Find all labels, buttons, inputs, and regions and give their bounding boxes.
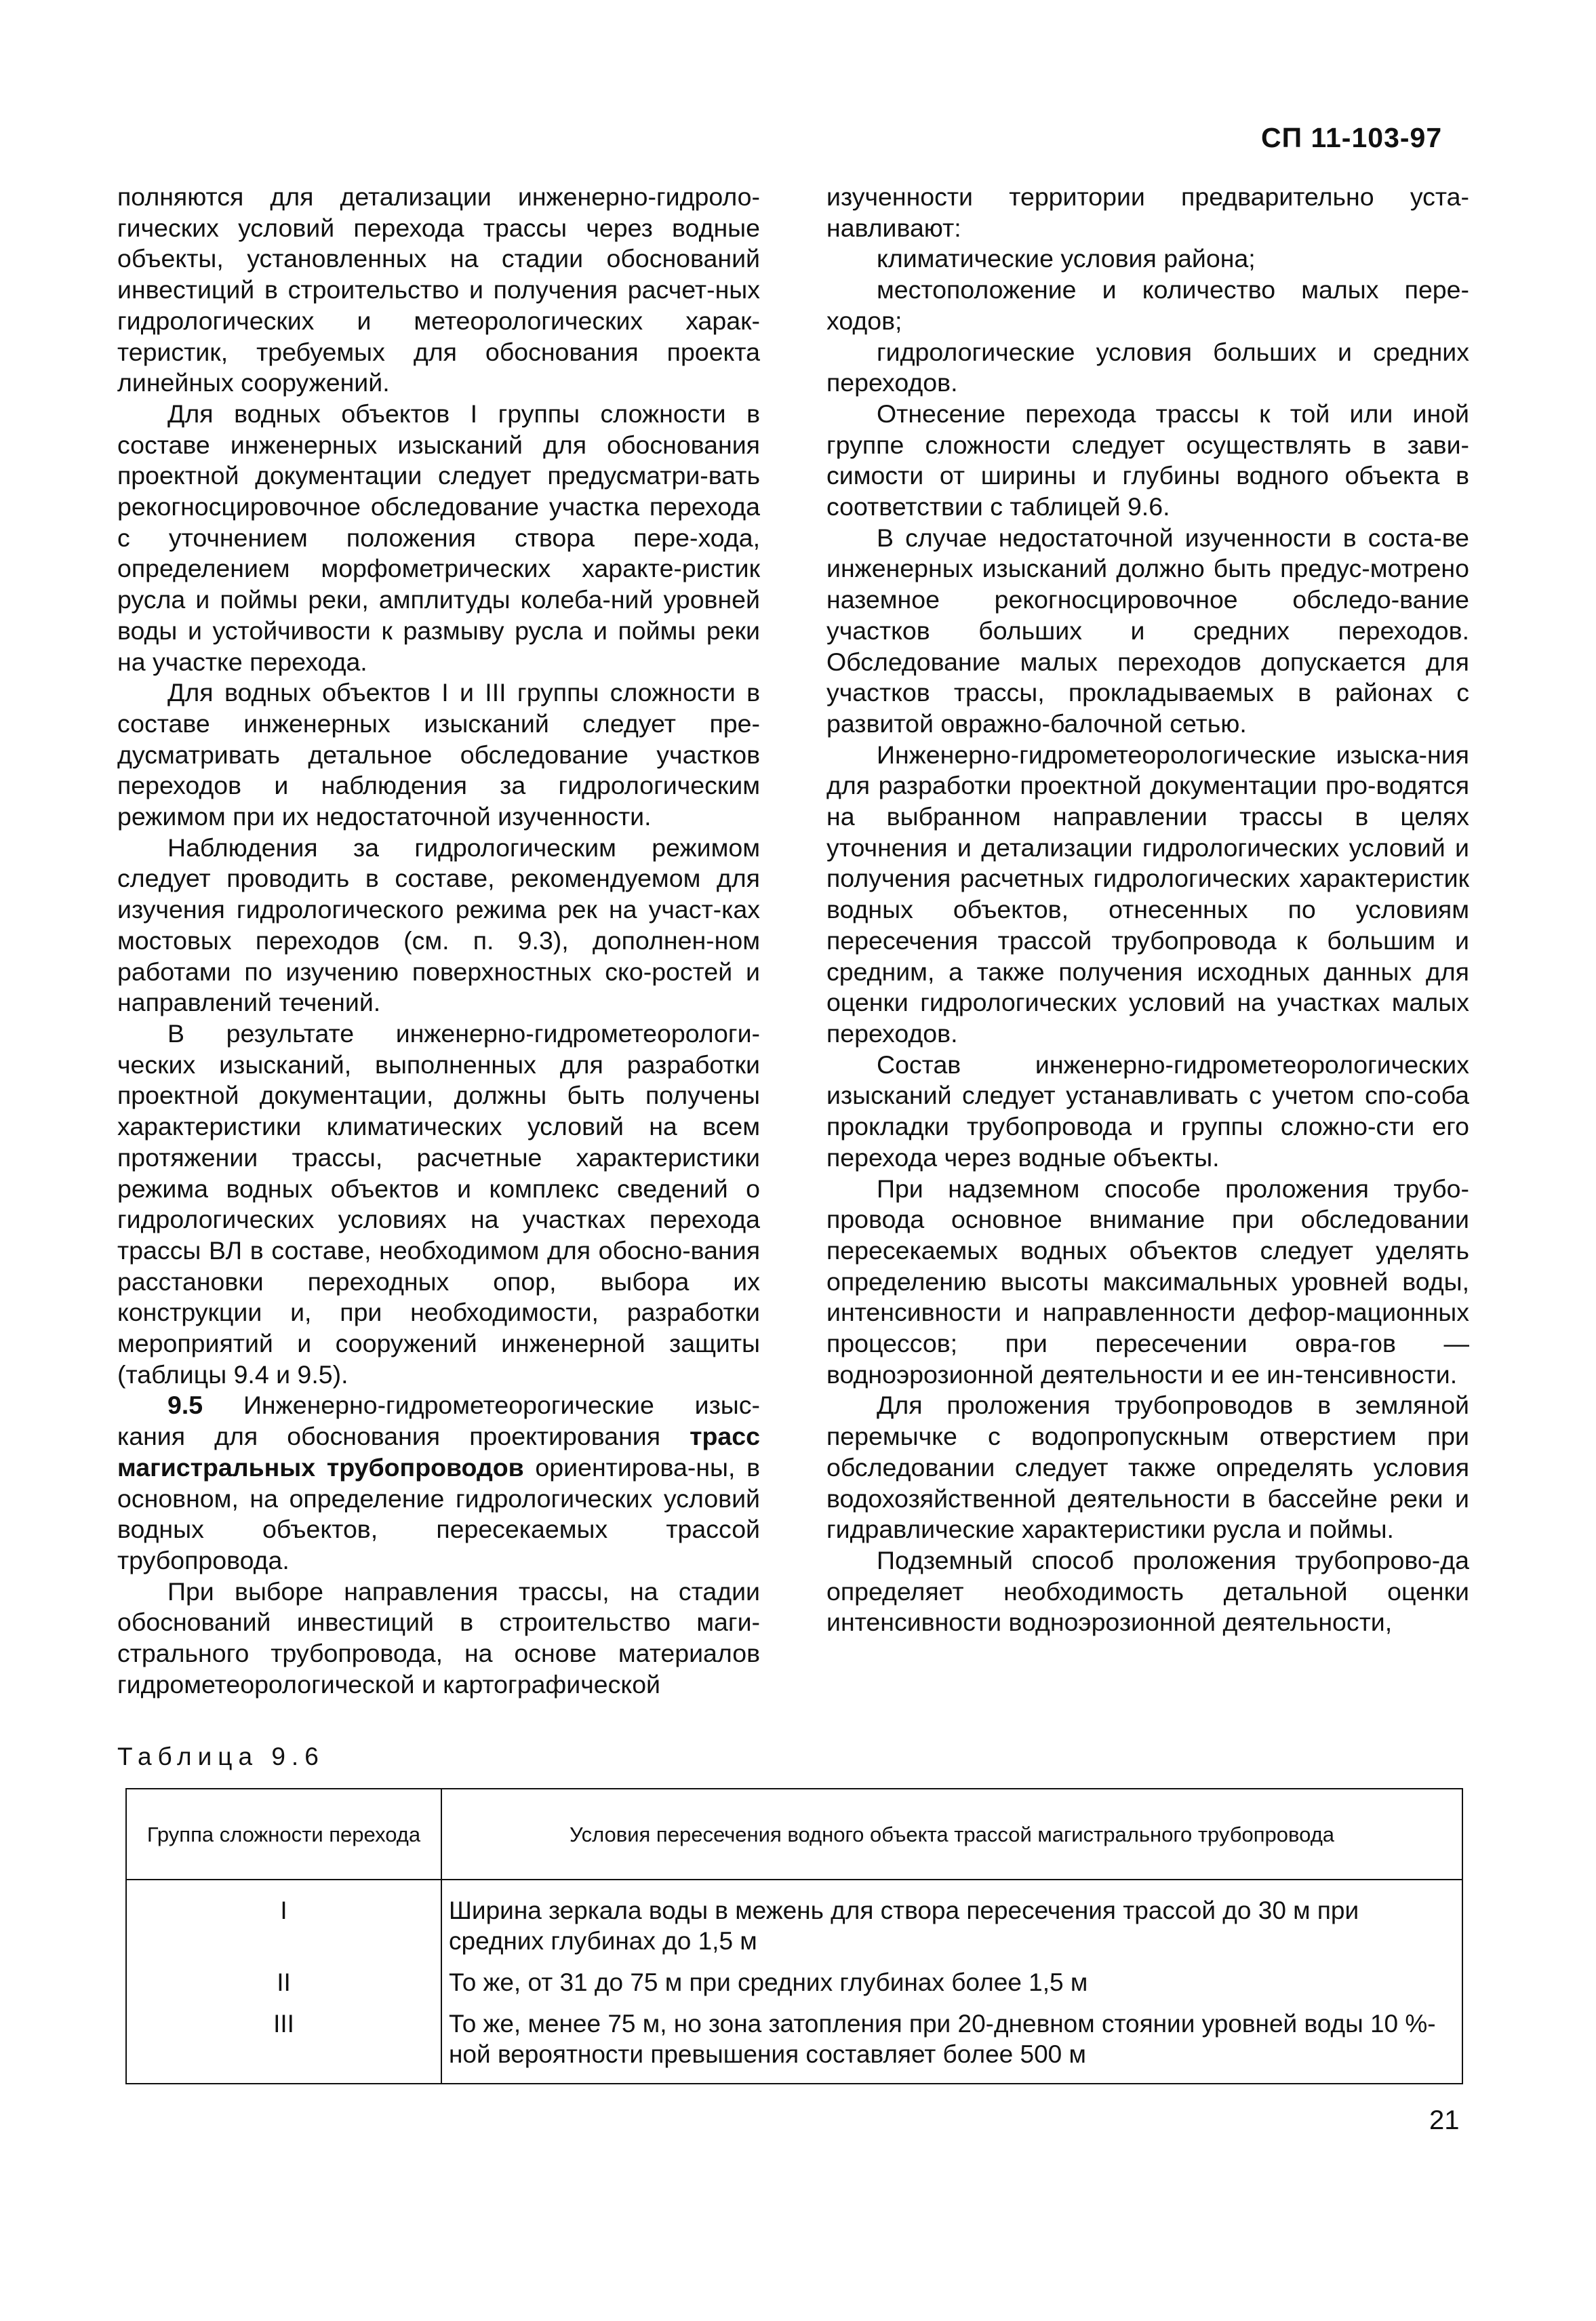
document-code: СП 11-103-97 — [1261, 122, 1443, 153]
table-cell-condition: То же, менее 75 м, но зона затопления при 20-дневном стоянии уровней воды 10 %-ной вероятности превышения составляет более 500 м — [441, 2003, 1462, 2084]
table-cell-group: III — [126, 2003, 441, 2084]
paragraph: Состав инженерно-гидрометеорологических изысканий следует устанавливать с учетом спо-соба прокладки трубопровода и группы сложно-сти его перехода через водные объекты. — [826, 1050, 1469, 1172]
table-cell-condition: Ширина зеркала воды в межень для створа пересечения трассой до 30 м при средних глубинах до 1,5 м — [441, 1880, 1462, 1962]
paragraph: Отнесение перехода трассы к той или иной группе сложности следует осуществлять в зави-симости от ширины и глубины водного объекта в соответствии с таблицей 9.6. — [826, 399, 1469, 521]
paragraph: В случае недостаточной изученности в соста-ве инженерных изысканий должно быть предус-мотрено наземное рекогносцировочное обследо-вание участков больших и средних переходов. Обследование малых переходов допускается для участков трассы, прокладываемых в районах с развитой овражно-балочной сетью. — [826, 523, 1469, 738]
left-column — [117, 182, 760, 1700]
paragraph-9-5 — [117, 1390, 760, 1576]
list-item: местоположение и количество малых пере-ходов; — [826, 275, 1469, 335]
table-header-row — [126, 1789, 1462, 1880]
paragraph: В результате инженерно-гидрометеорологи-ческих изысканий, выполненных для разработки проектной документации, должны быть получены характеристики климатических условий на всем протяжении трассы, расчетные характеристики режима водных объектов и комплекс сведений о гидрологических условиях на участках перехода трассы ВЛ в составе, необходимом для обосно-вания расстановки переходных опор, выбора их конструкции и, при необходимости, разработки мероприятий и сооружений инженерной защиты (таблицы 9.4 и 9.5). — [117, 1018, 760, 1389]
paragraph: полняются для детализации инженерно-гидроло-гических условий перехода трассы через водные объекты, установленных на стадии обоснований инвестиций в строительство и получения расчет-ных гидрологических и метеорологических харак-теристик, требуемых для обоснования проекта линейных сооружений. — [117, 182, 760, 397]
table-row — [126, 1962, 1462, 2003]
table-cell-group: I — [126, 1880, 441, 1962]
bold-term: трасс магистральных трубопроводов — [117, 1422, 760, 1482]
table-header-cell: Условия пересечения водного объекта трассой магистрального трубопровода — [441, 1789, 1462, 1880]
complexity-table — [125, 1788, 1463, 2084]
table-caption: Таблица 9.6 — [117, 1743, 325, 1770]
table-row — [126, 1880, 1462, 1962]
table-cell-condition: То же, от 31 до 75 м при средних глубинах более 1,5 м — [441, 1962, 1462, 2003]
paragraph: Наблюдения за гидрологическим режимом следует проводить в составе, рекомендуемом для изучения гидрологического режима рек на участ-ках мостовых переходов (см. п. 9.3), дополнен-ном работами по изучению поверхностных ско-ростей и направлений течений. — [117, 833, 760, 1017]
right-column — [826, 182, 1469, 1638]
paragraph: Для проложения трубопроводов в земляной перемычке с водопропускным отверстием при обследовании следует также определять условия водохозяйственной деятельности в бассейне реки и гидравлические характеристики русла и поймы. — [826, 1391, 1469, 1544]
paragraph: изученности территории предварительно уста-навливают: — [826, 182, 1469, 242]
section-number: 9.5 — [167, 1391, 203, 1420]
paragraph: Для водных объектов I группы сложности в составе инженерных изысканий для обоснования проектной документации следует предусматри-вать рекогносцировочное обследование участка перехода с уточнением положения створа пере-хода, определением морфометрических характе-ристик русла и поймы реки, амплитуды колеба-ний уровней воды и устойчивости к размыву русла и поймы реки на участке перехода. — [117, 399, 760, 676]
paragraph: При надземном способе проложения трубо-провода основное внимание при обследовании пересекаемых водных объектов следует уделять определению высоты максимальных уровней воды, интенсивности и направленности дефор-мационных процессов; при пересечении овра-гов — водноэрозионной деятельности и ее ин-тенсивности. — [826, 1174, 1469, 1389]
paragraph: Инженерно-гидрометеорологические изыска-ния для разработки проектной документации про-водятся на выбранном направлении трассы в целях уточнения и детализации гидрологических условий и получения расчетных гидрологических характеристик водных объектов, отнесенных по условиям пересечения трассой трубопровода к большим и средним, а также получения исходных данных для оценки гидрологических условий на участках малых переходов. — [826, 740, 1469, 1048]
page-number: 21 — [1429, 2105, 1460, 2135]
list-item: гидрологические условия больших и средних переходов. — [826, 337, 1469, 397]
paragraph-text: Инженерно-гидрометеорогические изыс-кания для обоснования проектирования — [117, 1391, 760, 1451]
table-row — [126, 2003, 1462, 2084]
paragraph-text: ориентирова-ны, в основном, на определение гидрологических условий водных объектов, пересекаемых трассой трубопровода. — [117, 1452, 761, 1574]
list-item: климатические условия района; — [877, 244, 1256, 273]
table-cell-group: II — [126, 1962, 441, 2003]
paragraph: При выборе направления трассы, на стадии обоснований инвестиций в строительство маги-стрального трубопровода, на основе материалов гидрометеорологической и картографической — [117, 1576, 760, 1699]
paragraph: Для водных объектов I и III группы сложности в составе инженерных изысканий следует пре-дусматривать детальное обследование участков переходов и наблюдения за гидрологическим режимом при их недостаточной изученности. — [117, 678, 760, 831]
table-header-cell: Группа сложности перехода — [126, 1789, 441, 1880]
paragraph: Подземный способ проложения трубопрово-да определяет необходимость детальной оценки интенсивности водноэрозионной деятельности, — [826, 1545, 1469, 1637]
